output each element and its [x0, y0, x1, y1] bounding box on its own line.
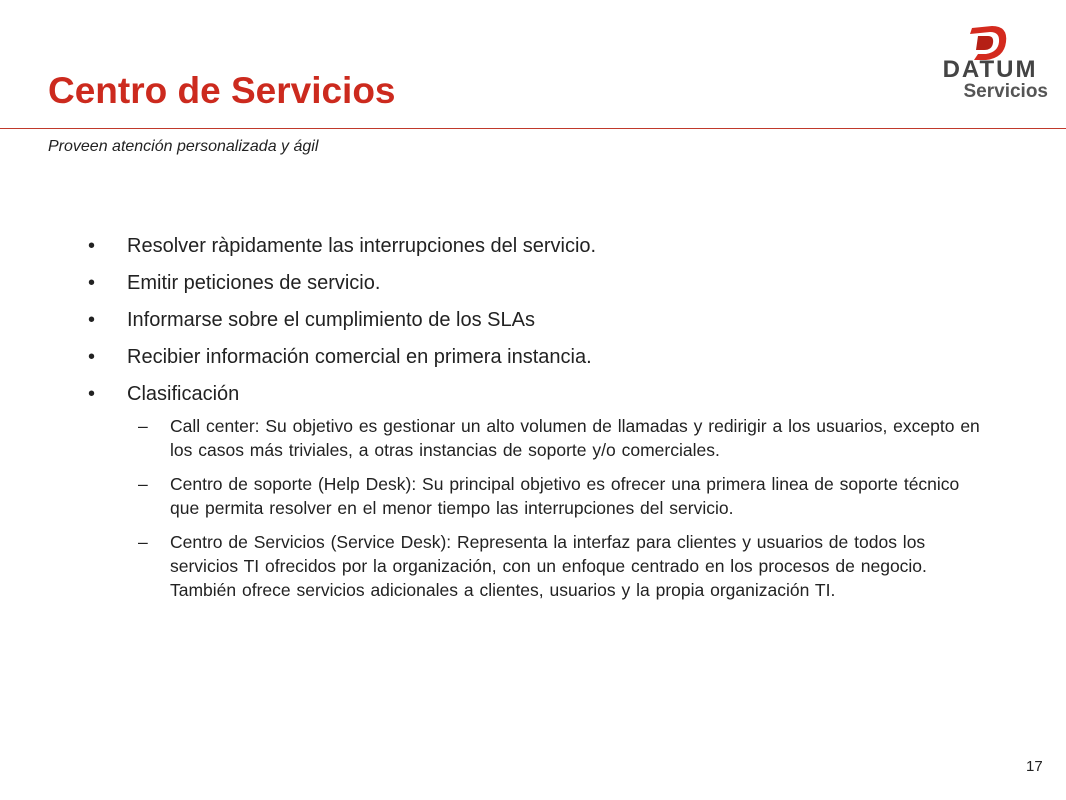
bullet-item: [88, 345, 968, 369]
bullet-item: [88, 271, 968, 295]
bullet-item: [88, 234, 968, 258]
bullet-item-clasificacion: [88, 382, 980, 602]
sub-bullet-text: Centro de soporte (Help Desk): Su principal objetivo es ofrecer una primera linea de soporte técnico que permita resolver en el menor tiempo las interrupciones del servicio.: [170, 474, 960, 518]
sub-bullet-item-help-desk: [88, 472, 980, 520]
sub-bullet-list: [88, 414, 980, 602]
bullet-marker: •: [88, 383, 96, 405]
bullet-item: [88, 308, 968, 332]
bullet-marker: •: [88, 346, 96, 368]
bullet-marker: •: [88, 309, 96, 331]
bullet-text: Recibier información comercial en primera instancia.: [127, 346, 592, 368]
sub-bullet-item-service-desk: [88, 530, 980, 602]
bullet-marker: •: [88, 272, 96, 294]
bullet-text: Resolver ràpidamente las interrupciones del servicio.: [127, 235, 597, 257]
logo-subtitle: Servicios: [963, 81, 1048, 102]
bullet-marker: •: [88, 235, 96, 257]
logo-wordmark: DATUM: [942, 56, 1038, 83]
slide-title: Centro de Servicios: [48, 70, 396, 111]
bullet-text: Clasificación: [127, 383, 240, 405]
bullet-text: Emitir peticiones de servicio.: [127, 272, 381, 294]
sub-bullet-marker: –: [138, 474, 148, 494]
bullet-text: Informarse sobre el cumplimiento de los SLAs: [127, 309, 535, 331]
datum-logo: [928, 22, 1052, 108]
page-number: 17: [1026, 758, 1043, 775]
sub-bullet-text: Centro de Servicios (Service Desk): Representa la interfaz para clientes y usuarios de todos los servicios TI ofrecidos por la organización, con un enfoque centrado en los procesos de negocio. También ofrece servicios adicionales a clientes, usuarios y la propia organización TI.: [170, 532, 927, 600]
sub-bullet-marker: –: [138, 416, 148, 436]
title-divider: [0, 128, 1066, 129]
sub-bullet-text: Call center: Su objetivo es gestionar un alto volumen de llamadas y redirigir a los usuarios, excepto en los casos más triviales, a otras instancias de soporte y/o comerciales.: [170, 416, 980, 460]
slide-subtitle: Proveen atención personalizada y ágil: [48, 138, 319, 155]
sub-bullet-item-call-center: [88, 414, 980, 462]
bullet-list: [88, 234, 980, 615]
sub-bullet-marker: –: [138, 532, 148, 552]
